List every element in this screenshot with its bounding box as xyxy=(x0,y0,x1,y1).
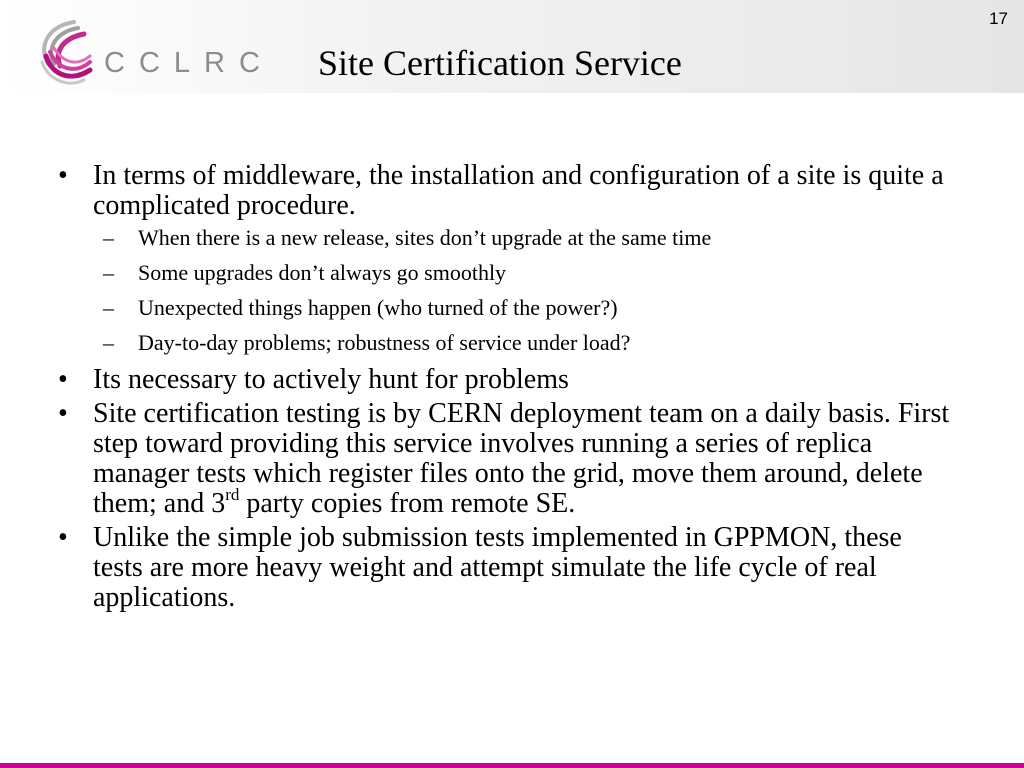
dash-marker: – xyxy=(103,225,114,250)
bullet-marker: • xyxy=(58,522,68,553)
bullet-text: In terms of middleware, the installation and configuration of a site is quite a complicated procedure. xyxy=(93,160,944,221)
sub-bullet-item xyxy=(58,260,958,286)
bullet-item xyxy=(58,399,958,519)
sub-bullet-text: Unexpected things happen (who turned of the power?) xyxy=(138,295,618,320)
superscript-ordinal: rd xyxy=(225,484,240,504)
slide-header xyxy=(0,0,1024,93)
dash-marker: – xyxy=(103,295,114,320)
bullet-marker: • xyxy=(58,364,68,395)
sub-bullet-item xyxy=(58,295,958,321)
bullet-text-part: party copies from remote SE. xyxy=(239,488,576,519)
sub-bullet-text: Day-to-day problems; robustness of service under load? xyxy=(138,330,631,355)
sub-bullet-text: Some upgrades don’t always go smoothly xyxy=(138,260,507,285)
bullet-text: Its necessary to actively hunt for problems xyxy=(93,364,569,395)
bullet-text: Unlike the simple job submission tests implemented in GPPMON, these tests are more heavy weight and attempt simulate the life cycle of real applications. xyxy=(93,522,902,613)
slide-content xyxy=(58,161,958,617)
sub-bullet-item xyxy=(58,330,958,356)
bullet-text xyxy=(93,398,949,519)
footer-accent-bar xyxy=(0,763,1024,768)
sub-bullet-list xyxy=(58,225,958,356)
bullet-item xyxy=(58,161,958,221)
logo-text: CCLRC xyxy=(104,47,274,79)
bullet-marker: • xyxy=(58,160,68,191)
cclrc-logo-icon xyxy=(34,16,94,88)
sub-bullet-item xyxy=(58,225,958,251)
bullet-marker: • xyxy=(58,398,68,429)
bullet-text-part: Site certification testing is by CERN deployment team on a daily basis. First step toward providing this service involves running a series of replica manager tests which register files onto the grid, move them around, delete them; and 3 xyxy=(93,398,950,519)
slide-title: Site Certification Service xyxy=(318,43,682,83)
slide-number: 17 xyxy=(989,9,1008,28)
dash-marker: – xyxy=(103,330,114,355)
bullet-item xyxy=(58,523,958,613)
sub-bullet-text: When there is a new release, sites don’t upgrade at the same time xyxy=(138,225,712,250)
bullet-item xyxy=(58,365,958,395)
dash-marker: – xyxy=(103,260,114,285)
